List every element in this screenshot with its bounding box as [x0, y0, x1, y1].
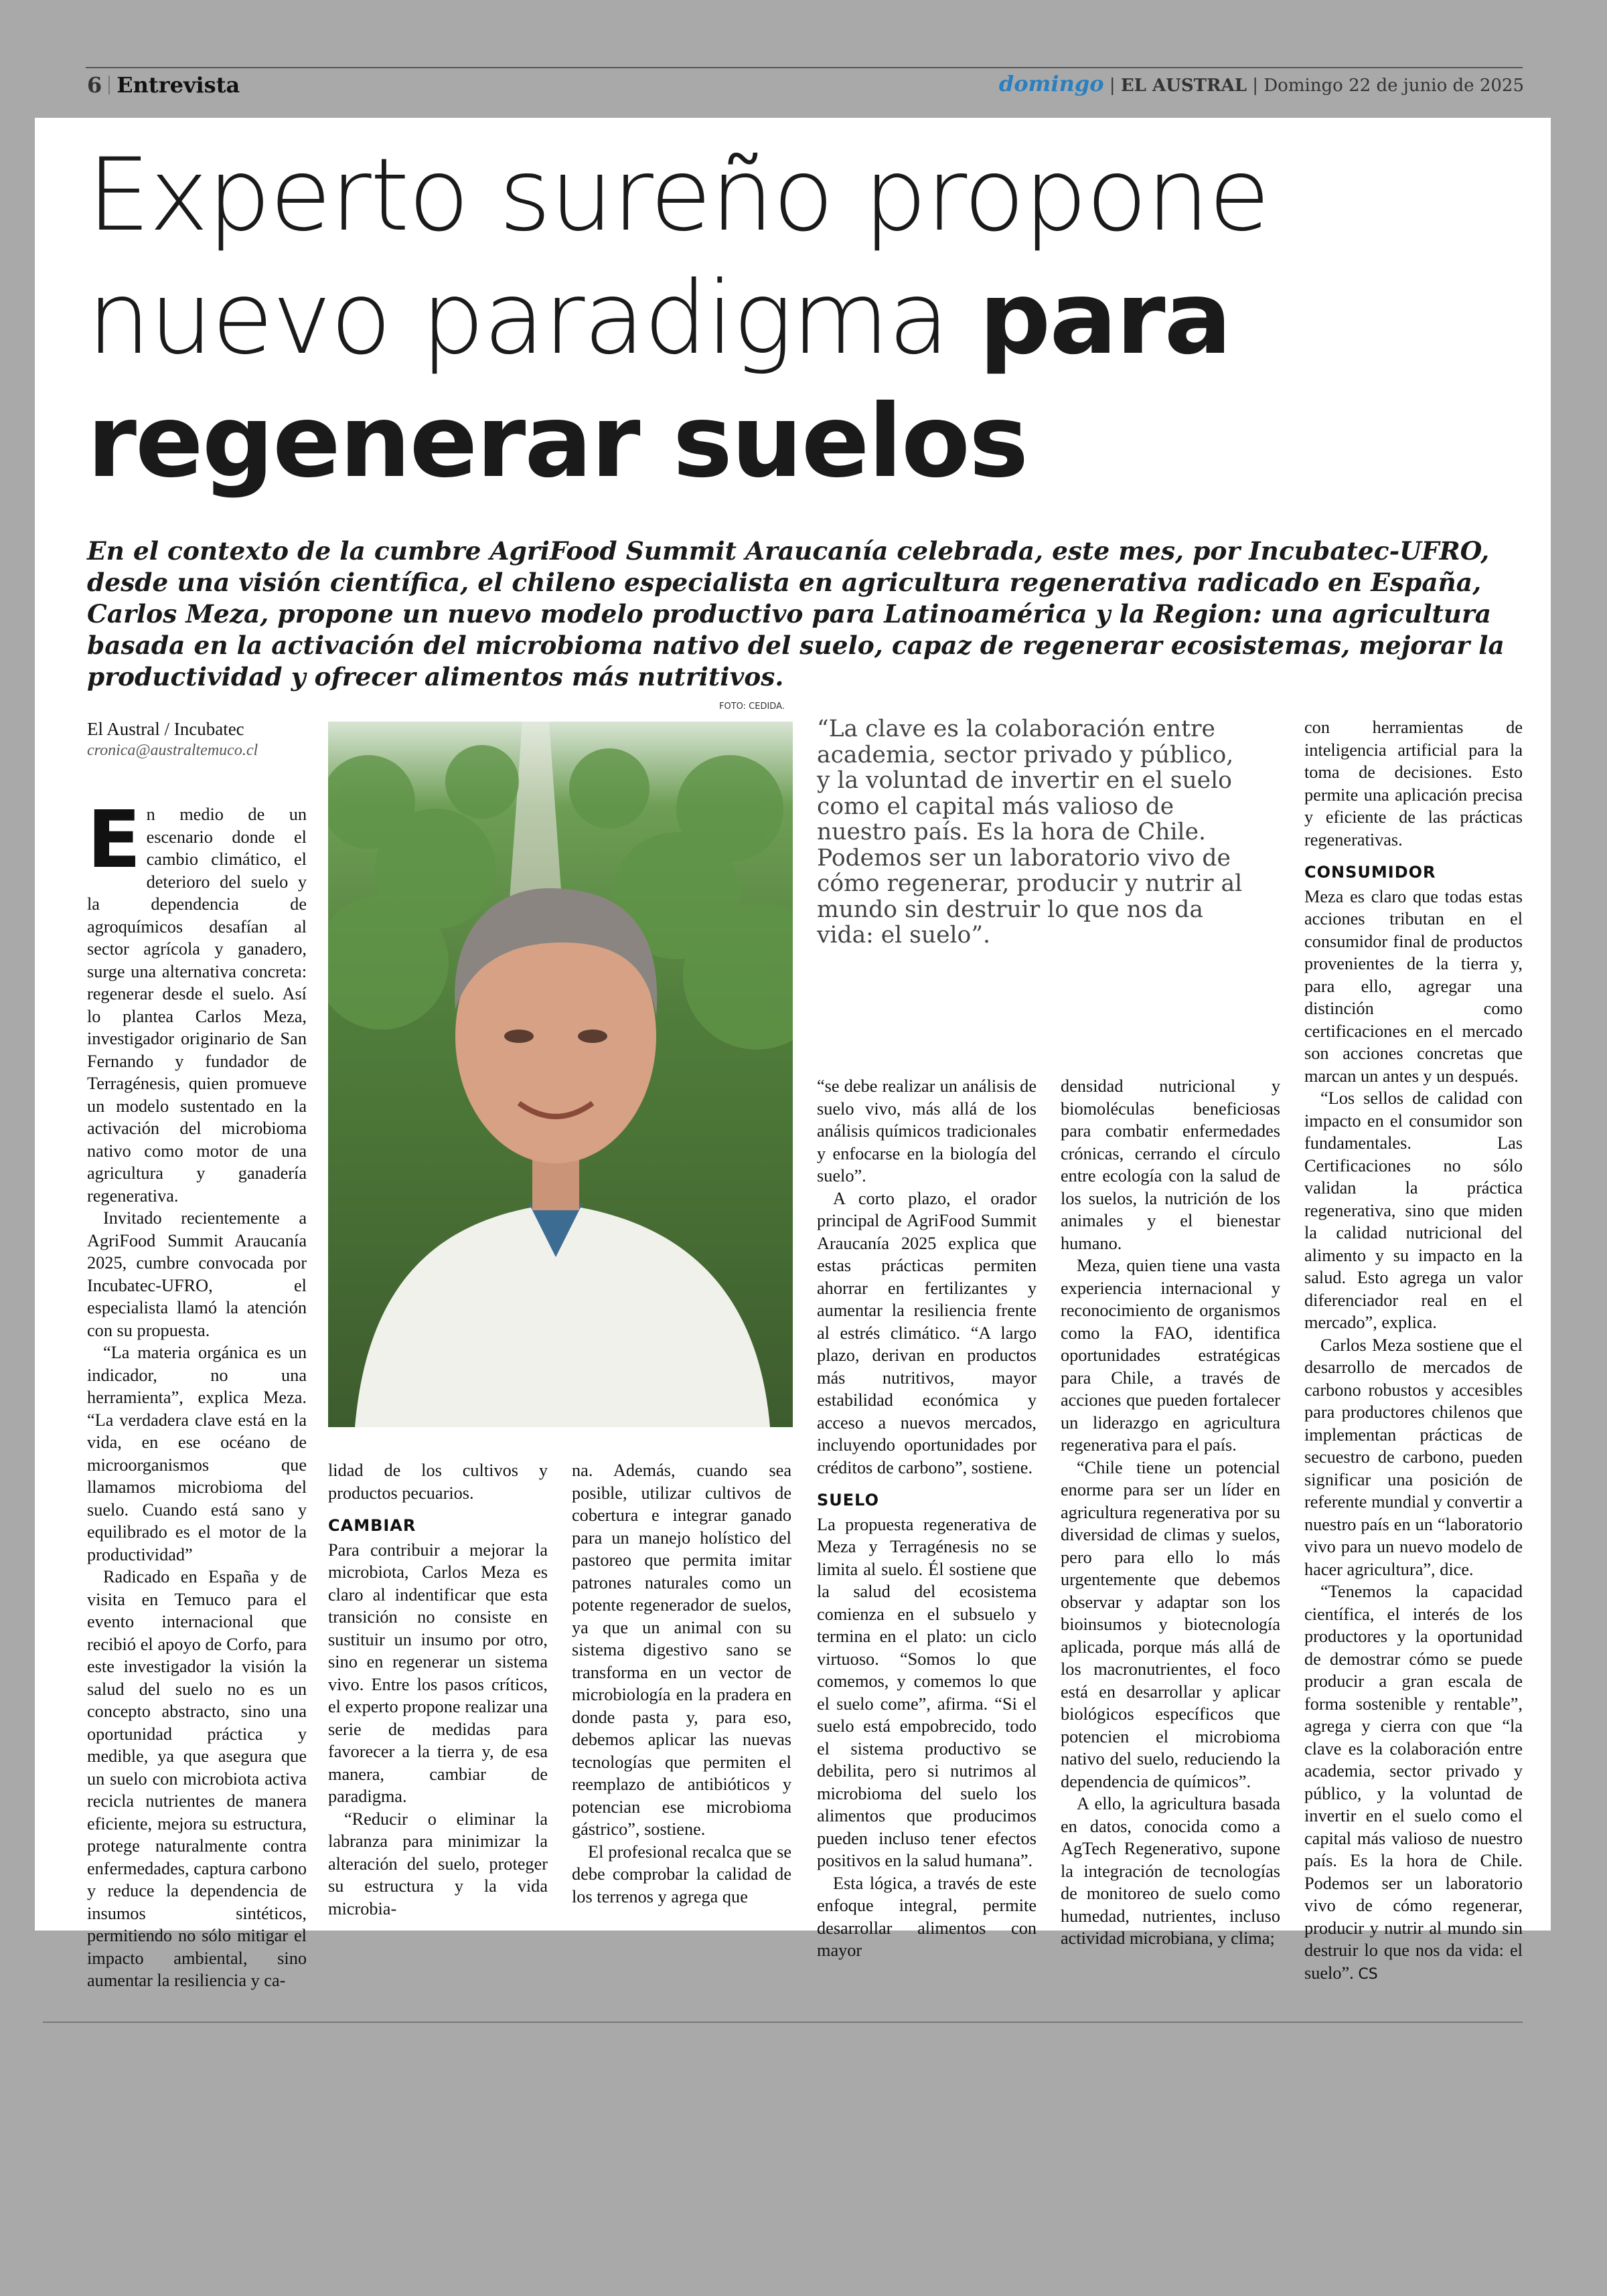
paragraph: Radicado en España y de visita en Temuco para el evento internacional que recibió el apoyo de Corfo, para este investigador la visión la salud del suelo no es un concepto abstracto, sino una oportunidad práctica y medible, ya que asegura que un suelo con microbiota activa recicla nutrientes de manera eficiente, mejora su estructura, protege naturalmente contra enfermedades, captura carbono y reduce la dependencia de insumos sintéticos, permitiendo no sólo mitigar el impacto ambiental, sino aumentar la resiliencia y ca- [87, 1567, 307, 1990]
paragraph: “Chile tiene un potencial enorme para ser un líder en agricultura regenerativa por su diversidad de climas y suelos, pero para ello lo más urgentemente que debemos observar y adaptar son los bioinsumos y biotecnología aplicada, porque más allá de los macronutrientes, el foco está en desarrollar y aplicar biológicos específicos que potencien el microbioma nativo del suelo, reduciendo la dependencia de químicos”. [1061, 1457, 1280, 1791]
brand-logo: domingo [998, 71, 1104, 96]
paragraph: “Tenemos la capacidad científica, el interés de los productores y la oportunidad de demostrar cómo se puede producir a gran escala de forma sostenible y rentable”, agrega y cierra con que “la clave es la colaboración entre academia, sector privado y público, y la voluntad de invertir en el suelo como el capital más valioso de nuestro país. Es la hora de Chile. Podemos ser un laboratorio vivo de cómo regenerar, producir y nutrir al mundo sin destruir lo que nos da vida: el suelo”. CS [1304, 1582, 1523, 1983]
paragraph: El profesional recalca que se debe comprobar la calidad de los terrenos y agrega que [572, 1841, 791, 1906]
folio-divider [108, 76, 110, 94]
column-2 [328, 1459, 548, 1920]
paragraph: lidad de los cultivos y productos pecuarios. [328, 1461, 548, 1503]
photo-credit: FOTO: CEDIDA. [719, 702, 785, 712]
paragraph: En medio de un escenario donde el cambio climático, el deterioro del suelo y la dependencia de agroquímicos desafían al sector agrícola y ganadero, surge una alternativa concreta: regenerar desde el suelo. Así lo plantea Carlos Meza, investigador originario de San Fernando y fundador de Terragénesis, quien promueve un modelo sustentado en la activación del microbioma nativo como motor de una agricultura y ganadería regenerativa. [87, 793, 307, 1206]
paragraph: Para contribuir a mejorar la microbiota, Carlos Meza es claro al indentificar que esta transición no consiste en sustituir un insumo por otro, sino en regenerar un sistema vivo. Entre los pasos críticos, el experto propone realizar una serie de medidas para favorecer a la tierra y, de esa manera, cambiar de paradigma. [328, 1540, 548, 1806]
column-6 [1304, 716, 1523, 1985]
paragraph: densidad nutricional y biomoléculas beneficiosas para combatir enfermedades crónicas, cerrando el círculo entre ecología con la salud de los suelos, la nutrición de los animales y el bienestar humano. [1061, 1076, 1280, 1253]
column-4 [817, 1075, 1037, 1962]
page-number: 6 [87, 72, 102, 98]
issue-date: Domingo 22 de junio de 2025 [1264, 76, 1524, 96]
headline [87, 134, 1359, 503]
paragraph: Esta lógica, a través de este enfoque integral, permite desarrollar alimentos con mayor [817, 1873, 1037, 1960]
byline-email: cronica@australtemuco.cl [87, 742, 258, 759]
publication-name: EL AUSTRAL [1120, 76, 1247, 96]
header-rule [86, 67, 1523, 68]
dateline: domingo | EL AUSTRAL | Domingo 22 de junio de 2025 [998, 71, 1524, 96]
paragraph: Meza es claro que todas estas acciones tributan en el consumidor final de productos provenientes de la tierra y, para ello, agregar una distinción como certificaciones en el mercado son acciones concretas que marcan un antes y un después. [1304, 886, 1523, 1086]
drop-cap: E [87, 793, 141, 886]
page-margin-top [0, 0, 1607, 118]
pull-quote: “La clave es la colaboración entre academia, sector privado y público, y la voluntad de invertir en el suelo como el capital más valioso de nuestro país. Es la hora de Chile. Podemos ser un laboratorio vivo de cómo regenerar, producir y nutrir al mundo sin destruir lo que nos da vida: el suelo”. [817, 716, 1243, 949]
folio [87, 72, 240, 98]
subheading-consumidor: CONSUMIDOR [1304, 863, 1436, 882]
paragraph: “Los sellos de calidad con impacto en el consumidor son fundamentales. Las Certificaciones no sólo validan la práctica regenerativa, sino que miden la calidad nutricional del alimento y su impacto en la salud. Esto agrega un valor diferenciador real en el mercado”, explica. [1304, 1088, 1523, 1332]
paragraph: Carlos Meza sostiene que el desarrollo de mercados de carbono robustos y accesibles para productores chilenos que implementan prácticas de secuestro de carbono, pueden significar una posición de referente mundial y convertir a nuestro país en un “laboratorio vivo para un nuevo modelo de hacer agricultura”, dice. [1304, 1335, 1523, 1579]
paragraph: “se debe realizar un análisis de suelo vivo, más allá de los análisis químicos tradicionales y enfocarse en la biología del suelo”. [817, 1076, 1037, 1185]
end-mark-icon: CS [1358, 1965, 1378, 1983]
paragraph: A ello, la agricultura basada en datos, conocida como a AgTech Regenerativo, supone la integración de tecnologías de monitoreo de suelo como humedad, nutrientes, incluso actividad microbiana, y clima; [1061, 1794, 1280, 1948]
footer-rule [43, 2022, 1523, 2023]
portrait-illustration [328, 722, 793, 1427]
paragraph: “Reducir o eliminar la labranza para minimizar la alteración del suelo, proteger su estructura y la vida microbia- [328, 1809, 548, 1918]
column-1 [87, 793, 307, 1992]
headline-bold: para regenerar suelos [87, 260, 1231, 500]
section-label: Entrevista [117, 72, 240, 98]
paragraph: A corto plazo, el orador principal de AgriFood Summit Araucanía 2025 explica que estas prácticas permiten ahorrar en fertilizantes y aumentar la resiliencia frente al estrés climático. “A largo plazo, derivan en productos más nutritivos, mayor estabilidad económica y acceso a nuevos mercados, incluyendo oportunidades por créditos de carbono”, sostiene. [817, 1188, 1037, 1477]
column-3 [572, 1459, 791, 1908]
paragraph: “La materia orgánica es un indicador, no una herramienta”, explica Meza. “La verdadera clave está en la vida, en ese océano de microorganismos que llamamos microbioma del suelo. Cuando está sano y equilibrado es el motor de la productividad” [87, 1343, 307, 1564]
paragraph: na. Además, cuando sea posible, utilizar cultivos de cobertura e integrar ganado para un manejo holístico del pastoreo que permita imitar patrones naturales como un potente regenerador de suelos, ya que un animal con su sistema digestivo sano se transforma en un vector de microbiología en la pradera en donde pasta y, para eso, debemos aplicar las nuevas tecnologías que permiten el reemplazo de antibióticos y potencian ese microbioma gástrico”, sostiene. [572, 1461, 791, 1839]
byline-author: El Austral / Incubatec [87, 719, 244, 739]
subheading-cambiar: CAMBIAR [328, 1516, 416, 1535]
paragraph: con herramientas de inteligencia artificial para la toma de decisiones. Esto permite una aplicación precisa y eficiente de las prácticas regenerativas. [1304, 718, 1523, 849]
deck: En el contexto de la cumbre AgriFood Summit Araucanía celebrada, este mes, por Incubatec-UFRO, desde una visión científica, el chileno especialista en agricultura regenerativa radicado en España, Carlos Meza, propone un nuevo modelo productivo para Latinoamérica y la Region: una agricultura basada en la activación del microbioma nativo del suelo, capaz de regenerar ecosistemas, mejorar la productividad y ofrecer alimentos más nutritivos. [87, 536, 1505, 691]
subheading-suelo: SUELO [817, 1491, 880, 1509]
portrait-photo [328, 722, 793, 1427]
paragraph: La propuesta regenerativa de Meza y Terragénesis no se limita al suelo. Él sostiene que la salud del ecosistema comienza en el subsuelo y termina en el plato: un ciclo virtuoso. “Somos lo que comemos, y comemos lo que el suelo come”, afirma. “Si el suelo está empobrecido, todo el sistema productivo se debilita, pero si nutrimos al microbioma del suelo los alimentos que producimos pueden incluso tener efectos positivos en la salud humana”. [817, 1514, 1037, 1870]
headline-light: Experto sureño propone nuevo paradigma [87, 137, 1270, 377]
column-5 [1061, 1075, 1280, 1950]
paragraph: Invitado recientemente a AgriFood Summit Araucanía 2025, cumbre convocada por Incubatec-UFRO, el especialista llamó la atención con su propuesta. [87, 1208, 307, 1340]
paragraph: Meza, quien tiene una vasta experiencia internacional y reconocimiento de organismos como la FAO, identifica oportunidades estratégicas para Chile, a través de acciones que pueden fortalecer un liderazgo en agricultura regenerativa para el país. [1061, 1256, 1280, 1455]
